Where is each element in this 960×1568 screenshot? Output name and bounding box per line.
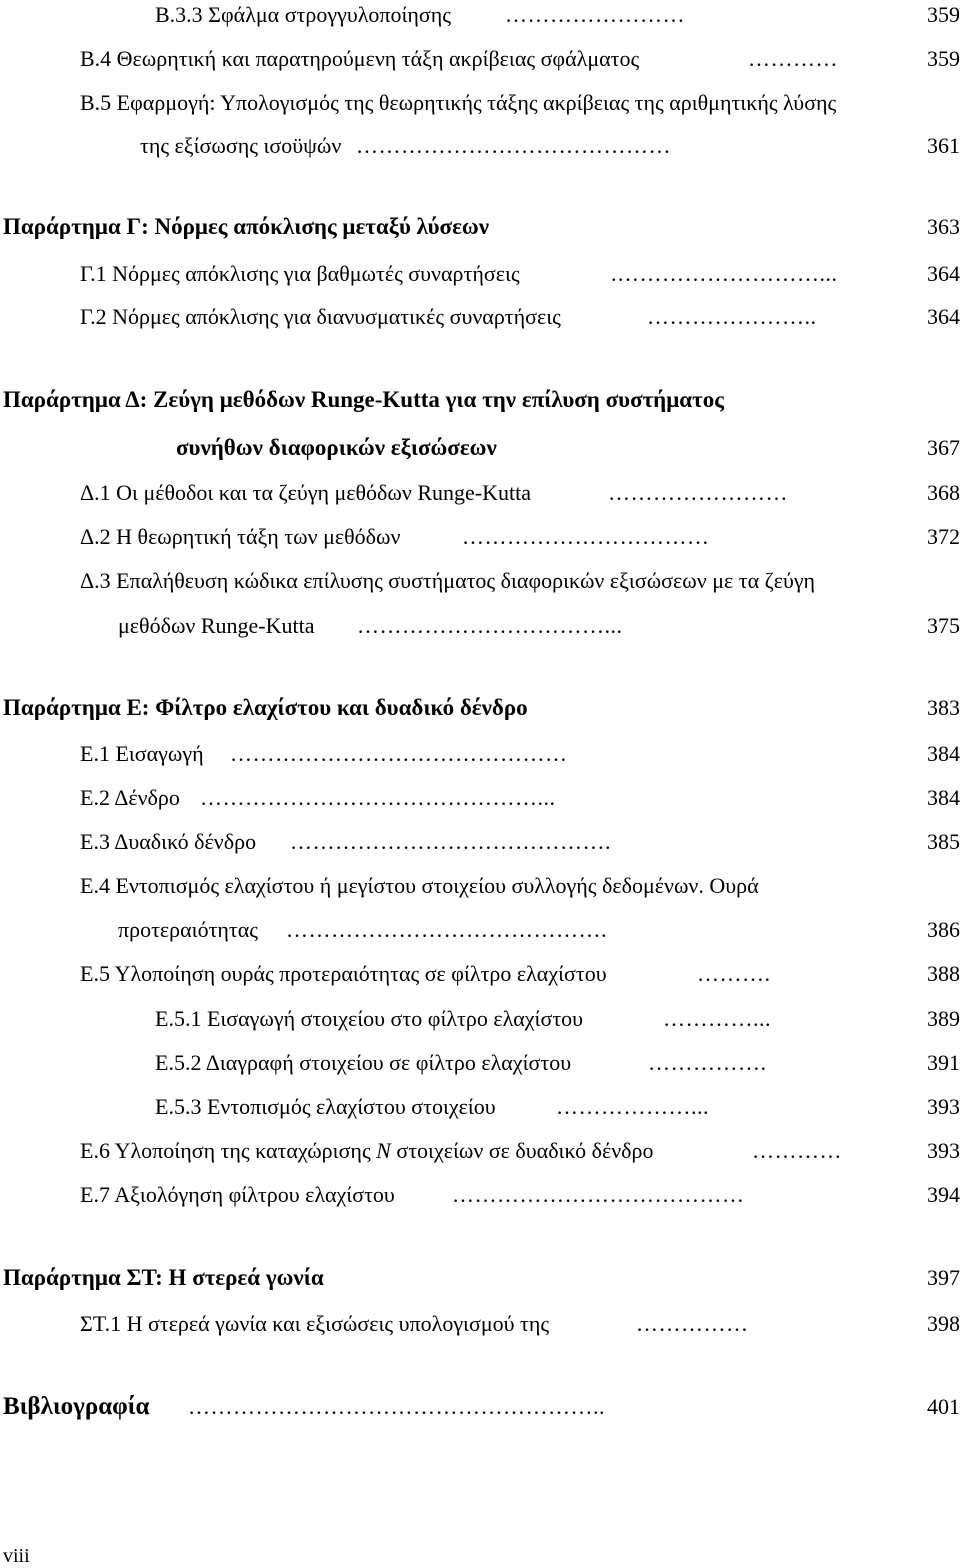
toc-entry-e4-label-line1: Ε.4 Εντοπισμός ελαχίστου ή μεγίστου στοιχείου συλλογής δεδομένων. Ουρά [80,873,759,898]
toc-appendix-e-title: Παράρτημα Ε: Φίλτρο ελαχίστου και δυαδικό δένδρο [3,695,528,720]
toc-appendix-c-page: 363 [927,214,960,239]
toc-entry-b4-page: 359 [927,46,960,71]
toc-entry-b5-label-line1: Β.5 Εφαρμογή: Υπολογισμός της θεωρητικής τάξης ακρίβειας της αριθμητικής λύσης [80,90,837,115]
toc-entry-d2-page: 372 [927,524,960,549]
toc-entry-e7-page: 394 [927,1182,960,1207]
toc-entry-e2-dots: ………………………………………... [200,785,556,810]
toc-entry-e53-label: Ε.5.3 Εντοπισμός ελαχίστου στοιχείου [155,1094,496,1119]
toc-appendix-st-page: 397 [927,1265,960,1290]
toc-appendix-e-page: 383 [927,695,960,720]
toc-entry-d2-dots: …………………………… [462,524,710,549]
toc-entry-e2-page: 384 [927,785,960,810]
toc-entry-e1-dots: ……………………………………… [230,741,568,766]
toc-entry-e5-page: 388 [927,961,960,986]
toc-entry-e51-dots: …………... [663,1006,771,1031]
toc-appendix-c-title: Παράρτημα Γ: Νόρμες απόκλισης μεταξύ λύσεων [3,214,489,239]
toc-entry-d3-label-line1: Δ.3 Επαλήθευση κώδικα επίλυσης συστήματος διαφορικών εξισώσεων με τα ζεύγη [80,568,816,593]
toc-entry-d3-page: 375 [927,613,960,638]
toc-appendix-d-title-line1: Παράρτημα Δ: Ζεύγη μεθόδων Runge-Kutta για την επίλυση συστήματος [3,387,724,412]
toc-entry-e5-dots: ………. [697,961,771,986]
toc-entry-e53-dots: ………………... [556,1094,709,1119]
toc-entry-e7-label: Ε.7 Αξιολόγηση φίλτρου ελαχίστου [80,1182,395,1207]
toc-entry-e6-dots: ………… [752,1138,842,1163]
toc-entry-e6-label [80,1136,653,1166]
toc-entry-st1-page: 398 [927,1311,960,1336]
toc-entry-e4-label-line2: προτεραιότητας [118,917,259,942]
toc-entry-c2-page: 364 [927,304,960,329]
toc-entry-b33-dots: …………………… [505,2,685,27]
toc-entry-e6-page: 393 [927,1138,960,1163]
toc-appendix-d-title-line2: συνήθων διαφορικών εξισώσεων [176,435,497,460]
toc-entry-e1-page: 384 [927,741,960,766]
toc-entry-e51-label: Ε.5.1 Εισαγωγή στοιχείου στο φίλτρο ελαχίστου [155,1006,584,1031]
toc-entry-d2-label: Δ.2 Η θεωρητική τάξη των μεθόδων [80,524,401,549]
toc-entry-c1-dots: .………………………... [611,261,838,286]
toc-entry-e5-label: Ε.5 Υλοποίηση ουράς προτεραιότητας σε φίλτρο ελαχίστου [80,961,607,986]
toc-entry-b5-label-line2: της εξίσωσης ισοϋψών [140,133,342,158]
toc-entry-d1-label: Δ.1 Οι μέθοδοι και τα ζεύγη μεθόδων Runge-Kutta [80,480,531,505]
toc-entry-e1-label: Ε.1 Εισαγωγή [80,741,204,766]
toc-entry-d3-dots: ……………………………... [357,613,623,638]
toc-entry-e52-page: 391 [927,1050,960,1075]
toc-bibliography-dots: ……………………………………………….. [188,1394,605,1419]
toc-entry-c2-dots: ………………….. [647,304,817,329]
toc-entry-e6-label-var: Ν [376,1138,391,1163]
toc-entry-e3-dots: ……………………………………. [290,829,611,854]
toc-entry-b33-label: Β.3.3 Σφάλμα στρογγυλοποίησης [155,2,451,27]
toc-entry-c1-page: 364 [927,261,960,286]
toc-entry-e6-label-post: στοιχείων σε δυαδικό δένδρο [390,1138,654,1163]
toc-entry-e7-dots: ………………………………… [452,1182,745,1207]
toc-entry-e4-page: 386 [927,917,960,942]
toc-entry-e53-page: 393 [927,1094,960,1119]
toc-entry-e3-page: 385 [927,829,960,854]
toc-entry-e2-label: Ε.2 Δένδρο [80,785,180,810]
toc-entry-e3-label: Ε.3 Δυαδικό δένδρο [80,829,257,854]
toc-entry-e51-page: 389 [927,1006,960,1031]
toc-entry-st1-label: ΣΤ.1 Η στερεά γωνία και εξισώσεις υπολογισμού της [80,1311,550,1336]
toc-entry-c2-label: Γ.2 Νόρμες απόκλισης για διανυσματικές συναρτήσεις [80,304,561,329]
toc-entry-e6-label-pre: Ε.6 Υλοποίηση της καταχώρισης [80,1138,377,1163]
toc-entry-b33-page: 359 [927,2,960,27]
toc-entry-st1-dots: …………… [636,1311,749,1336]
toc-entry-b5-dots: …………………………………… [356,133,671,158]
toc-entry-b5-page: 361 [927,133,960,158]
toc-entry-b4-label: Β.4 Θεωρητική και παρατηρούμενη τάξη ακρίβειας σφάλματος [80,46,640,71]
toc-bibliography-title: Βιβλιογραφία [3,1393,150,1420]
toc-entry-b4-dots: ………… [748,46,838,71]
toc-appendix-d-page: 367 [927,435,960,460]
toc-entry-d1-page: 368 [927,480,960,505]
toc-entry-e52-label: Ε.5.2 Διαγραφή στοιχείου σε φίλτρο ελαχίστου [155,1050,572,1075]
toc-appendix-st-title: Παράρτημα ΣΤ: Η στερεά γωνία [3,1265,324,1290]
page-number-footer: viii [3,1545,30,1567]
toc-bibliography-page: 401 [927,1394,960,1419]
toc-entry-d3-label-line2: μεθόδων Runge-Kutta [118,613,315,638]
toc-entry-c1-label: Γ.1 Νόρμες απόκλισης για βαθμωτές συναρτήσεις [80,261,520,286]
toc-entry-e52-dots: ……………. [648,1050,767,1075]
toc-entry-d1-dots: …………………… [608,480,788,505]
toc-entry-e4-dots: ……………………………………. [286,917,607,942]
